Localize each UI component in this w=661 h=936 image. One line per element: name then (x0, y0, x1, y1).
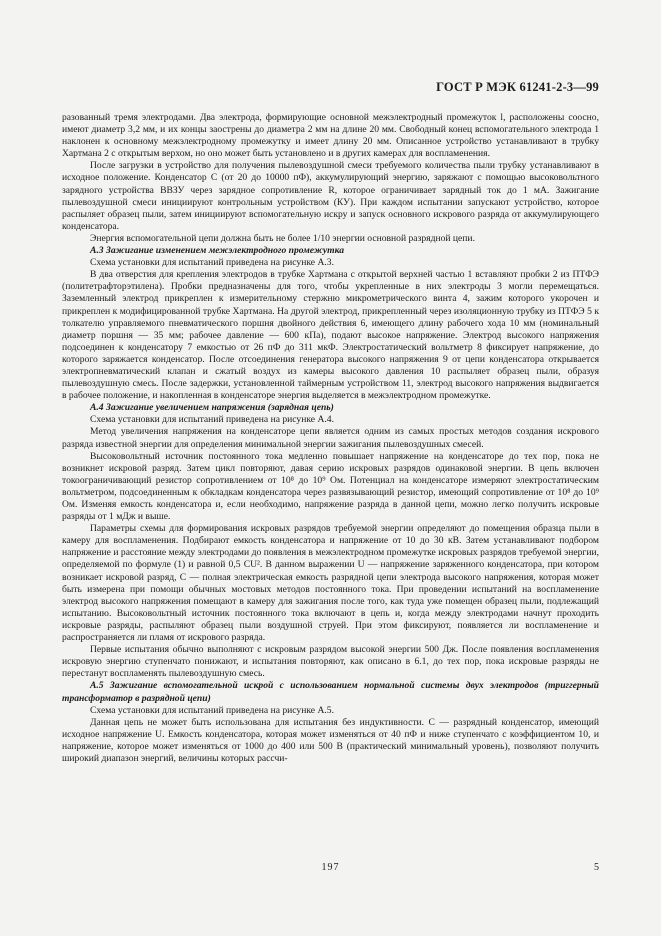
paragraph: Первые испытания обычно выполняют с искровым разрядом высокой энергии 500 Дж. После появления воспламенения искровую энергию ступенчато понижают, и испытания повторяют, как описано в 6.1, до тех пор, пока искровые разряды не перестанут воспламенять пылевоздушную смесь. (62, 644, 599, 680)
paragraph: Энергия вспомогательной цепи должна быть не более 1/10 энергии основной разрядной цепи. (90, 232, 475, 244)
page-number: 5 (594, 862, 599, 873)
paragraph: Метод увеличения напряжения на конденсаторе цепи является одним из самых простых методов создания искрового разряда известной энергии для определения минимальной энергии зажигания пылевоздушных смесей. (62, 426, 599, 450)
paragraph: разованный тремя электродами. Два электрода, формирующие основной межэлектродный промежуток l, расположены соосно, имеют диаметр 3,2 мм, и их концы заострены до диаметра 2 мм на длине 20 мм. Свободный конец вспомогательного электрода 1 наклонен к основному межэлектродному промежутку и имеет длину 20 мм. Описанное устройство устанавливают в трубку Хартмана 2 с открытым верхом, но оно может быть установлено и в других камерах для воспламенения. (62, 112, 599, 160)
paragraph: Схема установки для испытаний приведена на рисунке А.3. (90, 257, 334, 269)
section-heading: А.3 Зажигание изменением межэлектродного промежутка (90, 245, 345, 257)
paragraph: Схема установки для испытаний приведена на рисунке А.4. (90, 414, 334, 426)
body-text (62, 112, 599, 765)
paragraph: В два отверстия для крепления электродов в трубке Хартмана с открытой верхней частью 1 вставляют пробки 2 из ПТФЭ (политетрафторэтилена). Пробки предназначены для того, чтобы укрепленные в них электроды 3 могли перемещаться. Заземленный электрод прикреплен к измерительному стержню микрометрического винта 4, зажим которого укорочен и прикреплен к модифицированной трубке Хартмана. На другой электрод, прикрепленный через изоляционную трубку из ПТФЭ 5 к толкателю управляемого пневматического поршня двойного действия 6, имеющего длину рабочего хода 10 мм (номинальный диаметр поршня — 35 мм; рабочее давление — 600 кПа), подают высокое напряжение. Электрод высокого напряжения подсоединен к конденсатору 7 емкостью от 26 пФ до 311 мкФ. Электростатический вольтметр 8 фиксирует напряжение, до которого заряжается конденсатор. После отсоединения генератора высокого напряжения 9 от цепи конденсатора открывается электропневматический клапан и сжатый воздух из камеры высокого давления 10 распыляет образец пыли, образуя пылевоздушную смесь. После задержки, установленной таймерным устройством 11, электрод высокого напряжения выдвигается в рабочее положение, и накопленная в конденсаторе энергия выделяется в межэлектродном промежутке. (62, 269, 599, 402)
section-heading: А.4 Зажигание увеличением напряжения (зарядная цепь) (90, 402, 334, 414)
paragraph: После загрузки в устройство для получения пылевоздушной смеси требуемого количества пыли трубку устанавливают в исходное положение. Конденсатор C (от 20 до 10000 пФ), аккумулирующий энергию, заряжают с помощью высоковольтного зарядного устройства ВВЗУ через зарядное сопротивление R, которое ограничивает зарядный ток до 1 мА. Зажигание пылевоздушной смеси инициируют контрольным устройством (КУ). При каждом испытании запускают устройство, которое распыляет образец пыли, затем инициируют вспомогательную искру и запуск основного искрового разряда от аккумулирующего конденсатора. (62, 160, 599, 232)
paragraph: Параметры схемы для формирования искровых разрядов требуемой энергии определяют до помещения образца пыли в камеру для воспламенения. Подбирают емкость конденсатора и напряжение от 10 до 30 кВ. Затем устанавливают подбором напряжение и расстояние между электродами до появления в межэлектродном промежутке искровых разрядов требуемой энергии, определяемой по формуле (1) и равной 0,5 CU². В данном выражении U — напряжение заряженного конденсатора, при котором возникает искровой разряд, C — полная электрическая емкость разрядной цепи электрода высокого напряжения, которая может быть измерена при помощи обычных мостовых методов постоянного тока. При проведении испытаний на воспламенение электрод высокого напряжения помещают в камеру для зажигания после того, как туда уже помещен образец пыли, подлежащий испытанию. Высоковольтный источник постоянного тока включают в цепь и, когда между электродами начнут проходить искровые разряды, распыляют образец пыли воздушной струей. При этом фиксируют, появляется ли воспламенение и распространяется ли пламя от искрового разряда. (62, 523, 599, 644)
footer-sheet-number: 197 (321, 862, 340, 873)
standard-header: ГОСТ Р МЭК 61241-2-3—99 (436, 80, 599, 94)
section-heading: А.5 Зажигание вспомогательной искрой с использованием нормальной системы двух электродов (триггерный трансформатор в разрядной цепи) (62, 680, 599, 704)
paragraph: Схема установки для испытаний приведена на рисунке А.5. (90, 704, 334, 716)
paragraph: Данная цепь не может быть использована для испытания без индуктивности. C — разрядный конденсатор, имеющий исходное напряжение U. Емкость конденсатора, которая может изменяться от 40 пФ и ниже ступенчато с коэффициентом 10, и напряжение, которое может изменяться от 1000 до 400 или 500 В (практический минимальный уровень), позволяют получить широкий диапазон энергий, величины которых рассчи- (62, 716, 599, 764)
paragraph: Высоковольтный источник постоянного тока медленно повышает напряжение на конденсаторе до тех пор, пока не возникнет искровой разряд. Затем цикл повторяют, давая серию искровых разрядов одинаковой энергии. В цепь включен токоограничивающий резистор сопротивлением от 10⁸ до 10⁹ Ом. Потенциал на конденсаторе измеряют электростатическим вольтметром, подсоединенным к обкладкам конденсатора через развязывающий резистор, имеющий сопротивление от 10⁸ до 10⁹ Ом. Изменяя емкость конденсатора и, если необходимо, напряжение разряда в данной цепи, можно легко получить искровые разряды от 1 мДж и выше. (62, 450, 599, 523)
